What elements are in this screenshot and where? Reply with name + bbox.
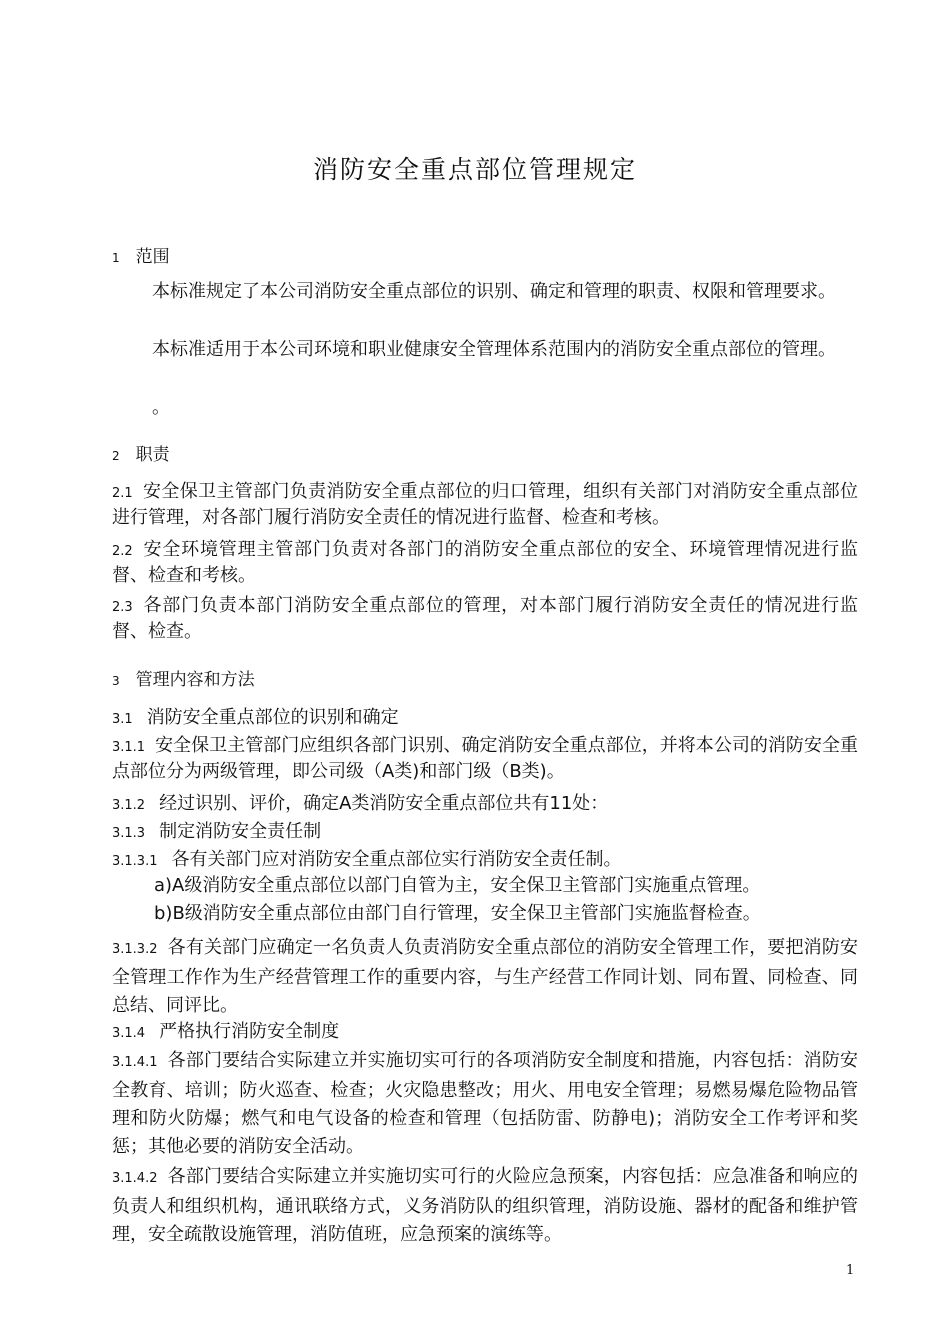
section-number: 1: [112, 251, 120, 265]
clause-text: 各有关部门应对消防安全重点部位实行消防安全责任制。: [171, 849, 622, 870]
clause-text: 消防安全重点部位的识别和确定: [146, 707, 399, 728]
clause-text: 经过识别、评价，确定A类消防安全重点部位共有11处：: [159, 793, 609, 814]
clause-2-3: [112, 594, 858, 644]
page-number: 1: [846, 1263, 855, 1278]
clause-3-1-3-1: [112, 848, 621, 874]
scope-paragraph-2: 本标准适用于本公司环境和职业健康安全管理体系范围内的消防安全重点部位的管理。: [152, 339, 836, 360]
clause-text: 安全保卫主管部门应组织各部门识别、确定消防安全重点部位，并将本公司的消防安全重点部位分为两级管理，即公司级（A类)和部门级（B类)。: [112, 735, 858, 782]
section-2-heading: [112, 440, 170, 465]
clause-2-2: [112, 538, 858, 588]
clause-3-1-4: [112, 1020, 339, 1046]
clause-number: 3.1.4.2: [112, 1171, 158, 1186]
clause-3-1-1: [112, 734, 858, 784]
section-1-heading: [112, 242, 170, 267]
list-item-b: b)B级消防安全重点部位由部门自行管理，安全保卫主管部门实施监督检查。: [154, 903, 761, 924]
clause-text: 安全保卫主管部门负责消防安全重点部位的归口管理，组织有关部门对消防安全重点部位进行管理，对各部门履行消防安全责任的情况进行监督、检查和考核。: [112, 481, 858, 528]
clause-3-1-3: [112, 820, 321, 846]
section-3-heading: [112, 665, 255, 690]
clause-text: 严格执行消防安全制度: [159, 1021, 340, 1042]
clause-3-1-2: [112, 792, 608, 818]
clause-3-1-4-2: [112, 1163, 858, 1249]
clause-number: 3.1.3.2: [112, 942, 158, 957]
clause-number: 3.1.2: [112, 798, 146, 813]
document-title: 消防安全重点部位管理规定: [312, 155, 637, 184]
clause-text: 制定消防安全责任制: [159, 821, 322, 842]
clause-text: 各部门要结合实际建立并实施切实可行的火险应急预案，内容包括：应急准备和响应的负责人和组织机构，通讯联络方式，义务消防队的组织管理，消防设施、器材的配备和维护管理，安全疏散设施管理，消防值班，应急预案的演练等。: [112, 1166, 858, 1245]
clause-3-1-4-1: [112, 1047, 858, 1161]
clause-2-1: [112, 480, 858, 530]
clause-3-1-3-2: [112, 934, 858, 1020]
clause-number: 2.3: [112, 600, 133, 615]
clause-text: 各有关部门应确定一名负责人负责消防安全重点部位的消防安全管理工作，要把消防安全管理工作作为生产经营管理工作的重要内容，与生产经营工作同计划、同布置、同检查、同总结、同评比。: [112, 937, 858, 1016]
list-item-a: a)A级消防安全重点部位以部门自管为主，安全保卫主管部门实施重点管理。: [154, 875, 761, 896]
scope-paragraph-1: 本标准规定了本公司消防安全重点部位的识别、确定和管理的职责、权限和管理要求。: [152, 281, 836, 302]
section-title: 范围: [135, 247, 170, 267]
section-title: 管理内容和方法: [135, 670, 255, 690]
clause-number: 3.1.1: [112, 740, 146, 755]
clause-3-1: [112, 706, 399, 732]
section-title: 职责: [135, 445, 170, 465]
clause-text: 各部门负责本部门消防安全重点部位的管理，对本部门履行消防安全责任的情况进行监督、检查。: [112, 595, 858, 642]
clause-number: 2.1: [112, 486, 133, 501]
section-number: 2: [112, 449, 120, 463]
clause-number: 3.1.3: [112, 826, 146, 841]
clause-text: 安全环境管理主管部门负责对各部门的消防安全重点部位的安全、环境管理情况进行监督、检查和考核。: [112, 539, 858, 586]
scope-paragraph-3: 。: [152, 397, 170, 418]
clause-number: 3.1.3.1: [112, 854, 158, 869]
clause-number: 2.2: [112, 544, 133, 559]
clause-number: 3.1.4.1: [112, 1055, 158, 1070]
clause-number: 3.1.4: [112, 1026, 146, 1041]
clause-number: 3.1: [112, 712, 133, 727]
clause-text: 各部门要结合实际建立并实施切实可行的各项消防安全制度和措施，内容包括：消防安全教育、培训；防火巡查、检查；火灾隐患整改；用火、用电安全管理；易燃易爆危险物品管理和防火防爆；燃气和电气设备的检查和管理（包括防雷、防静电)；消防安全工作考评和奖惩；其他必要的消防安全活动。: [112, 1050, 858, 1157]
section-number: 3: [112, 674, 120, 688]
